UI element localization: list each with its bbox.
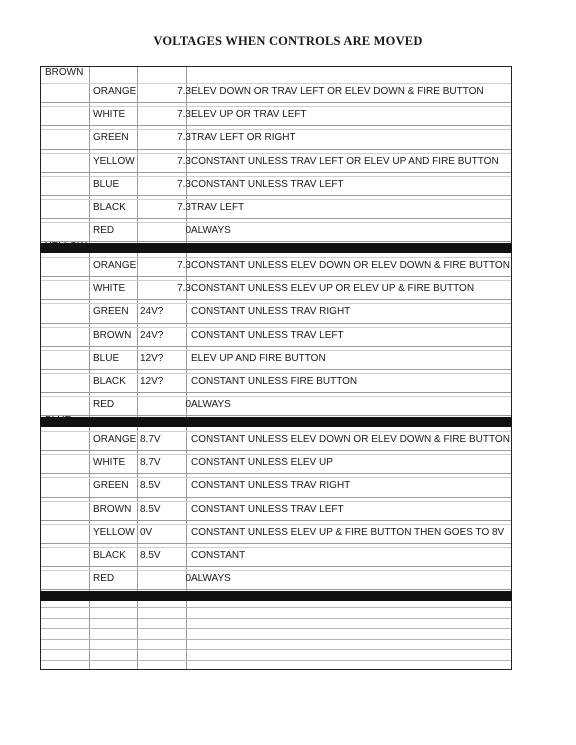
voltage-value-cell: 7.3 (177, 178, 191, 190)
condition-cell: CONSTANT UNLESS TRAV RIGHT (191, 480, 351, 492)
voltage-value-cell: 7.3 (177, 155, 191, 167)
voltage-label-cell: 8.7V (140, 457, 161, 469)
row-subline (41, 106, 511, 107)
row-line (41, 195, 511, 196)
column-divider (137, 67, 138, 669)
row-line (41, 125, 511, 126)
row-line (41, 218, 511, 219)
empty-row-line (41, 649, 511, 650)
row-subline (41, 303, 511, 304)
row-line (41, 102, 511, 103)
row-subline (41, 327, 511, 328)
row-subline (41, 129, 511, 130)
wire-color-cell: BLACK (93, 550, 126, 561)
empty-row-line (41, 607, 511, 608)
condition-cell: CONSTANT UNLESS TRAV LEFT OR ELEV UP AND FIRE BUTTON (191, 155, 499, 167)
wire-color-cell: WHITE (93, 109, 126, 121)
wire-color-cell: GREEN (93, 132, 129, 144)
wire-color-cell: ORANGE (93, 260, 137, 271)
row-subline (41, 350, 511, 351)
condition-cell: CONSTANT UNLESS TRAV LEFT (191, 178, 344, 190)
row-subline (41, 199, 511, 200)
condition-cell: ELEV UP AND FIRE BUTTON (191, 352, 326, 364)
group-separator-band (40, 417, 512, 427)
empty-row-line (41, 618, 511, 619)
empty-row-line (41, 639, 511, 640)
voltage-label-cell: 0V (140, 526, 153, 538)
voltage-label-cell: 12V? (140, 376, 164, 387)
voltage-value-cell: 0 (185, 399, 191, 411)
voltage-label-cell: 24V? (140, 329, 164, 341)
row-subline (41, 280, 511, 281)
row-subline (41, 477, 511, 478)
condition-cell: TRAV LEFT OR RIGHT (191, 132, 296, 144)
voltage-label-cell: 8.5V (140, 503, 161, 515)
row-line (41, 346, 511, 347)
voltage-value-cell: 7.3 (177, 132, 191, 144)
voltage-label-cell: 24V? (140, 306, 164, 318)
row-subline (41, 431, 511, 432)
voltage-value-cell: 7.3 (177, 202, 191, 213)
row-subline (41, 176, 511, 177)
row-subline (41, 153, 511, 154)
row-line (41, 566, 511, 567)
group-label: YELLOW (45, 241, 87, 252)
row-subline (41, 547, 511, 548)
condition-cell: TRAV LEFT (191, 202, 245, 213)
condition-cell: ALWAYS (191, 225, 231, 237)
wire-color-cell: YELLOW (93, 155, 135, 167)
group-separator-band (40, 591, 512, 601)
wire-color-cell: YELLOW (93, 526, 135, 538)
row-subline (41, 257, 511, 258)
condition-cell: CONSTANT UNLESS FIRE BUTTON (191, 376, 358, 387)
row-line (41, 323, 511, 324)
row-subline (41, 454, 511, 455)
voltage-label-cell: 12V? (140, 352, 164, 364)
condition-cell: ALWAYS (191, 399, 231, 411)
row-subline (41, 222, 511, 223)
wire-color-cell: BLACK (93, 376, 126, 387)
voltage-label-cell: 8.5V (140, 480, 161, 492)
wire-color-cell: BLACK (93, 202, 126, 213)
condition-cell: CONSTANT UNLESS ELEV UP OR ELEV UP & FIRE BUTTON (191, 283, 475, 295)
condition-cell: CONSTANT (191, 550, 246, 561)
row-line (41, 543, 511, 544)
empty-row-line (41, 628, 511, 629)
condition-cell: ELEV DOWN OR TRAV LEFT OR ELEV DOWN & FIRE BUTTON (191, 86, 484, 97)
condition-cell: CONSTANT UNLESS TRAV LEFT (191, 329, 344, 341)
condition-cell: CONSTANT UNLESS TRAV LEFT (191, 503, 344, 515)
row-line (41, 299, 511, 300)
condition-cell: ELEV UP OR TRAV LEFT (191, 109, 307, 121)
row-line (41, 392, 511, 393)
condition-cell: ALWAYS (191, 573, 231, 585)
row-subline (41, 373, 511, 374)
row-line (41, 589, 511, 590)
row-line (41, 369, 511, 370)
wire-color-cell: GREEN (93, 480, 129, 492)
voltage-value-cell: 0 (185, 573, 191, 585)
row-line (41, 520, 511, 521)
voltage-value-cell: 7.3 (177, 109, 191, 121)
condition-cell: CONSTANT UNLESS ELEV UP & FIRE BUTTON THEN GOES TO 8V (191, 526, 505, 538)
row-line (41, 415, 511, 416)
voltage-value-cell: 0 (185, 225, 191, 237)
voltage-table (40, 66, 512, 670)
empty-row-line (41, 660, 511, 661)
row-line (41, 497, 511, 498)
row-line (41, 450, 511, 451)
row-subline (41, 570, 511, 571)
row-line (41, 172, 511, 173)
wire-color-cell: RED (93, 225, 115, 237)
wire-color-cell: WHITE (93, 283, 126, 295)
column-divider (89, 67, 90, 669)
voltage-value-cell: 7.3 (177, 283, 191, 295)
voltage-label-cell: 8.5V (140, 550, 161, 561)
row-line (41, 473, 511, 474)
row-subline (41, 396, 511, 397)
condition-cell: CONSTANT UNLESS TRAV RIGHT (191, 306, 351, 318)
row-line (41, 276, 511, 277)
page-title: VOLTAGES WHEN CONTROLS ARE MOVED (153, 34, 423, 48)
condition-cell: CONSTANT UNLESS ELEV DOWN OR ELEV DOWN & FIRE BUTTON (191, 434, 510, 445)
condition-cell: CONSTANT UNLESS ELEV UP (191, 457, 333, 469)
row-subline (41, 501, 511, 502)
group-separator-band (40, 243, 512, 253)
condition-cell: CONSTANT UNLESS ELEV DOWN OR ELEV DOWN & FIRE BUTTON (191, 260, 510, 271)
wire-color-cell: BLUE (93, 352, 120, 364)
voltage-label-cell: 8.7V (140, 434, 161, 445)
row-subline (41, 83, 511, 84)
wire-color-cell: ORANGE (93, 86, 137, 97)
wire-color-cell: BLUE (93, 178, 120, 190)
row-subline (41, 524, 511, 525)
wire-color-cell: BROWN (93, 503, 132, 515)
wire-color-cell: ORANGE (93, 434, 137, 445)
wire-color-cell: RED (93, 573, 115, 585)
voltage-value-cell: 7.3 (177, 86, 191, 97)
wire-color-cell: RED (93, 399, 115, 411)
group-label: BROWN (45, 67, 84, 78)
wire-color-cell: BROWN (93, 329, 132, 341)
row-line (41, 149, 511, 150)
wire-color-cell: WHITE (93, 457, 126, 469)
wire-color-cell: GREEN (93, 306, 129, 318)
voltage-value-cell: 7.3 (177, 260, 191, 271)
group-label: BLUE (45, 415, 72, 426)
row-line (41, 241, 511, 242)
